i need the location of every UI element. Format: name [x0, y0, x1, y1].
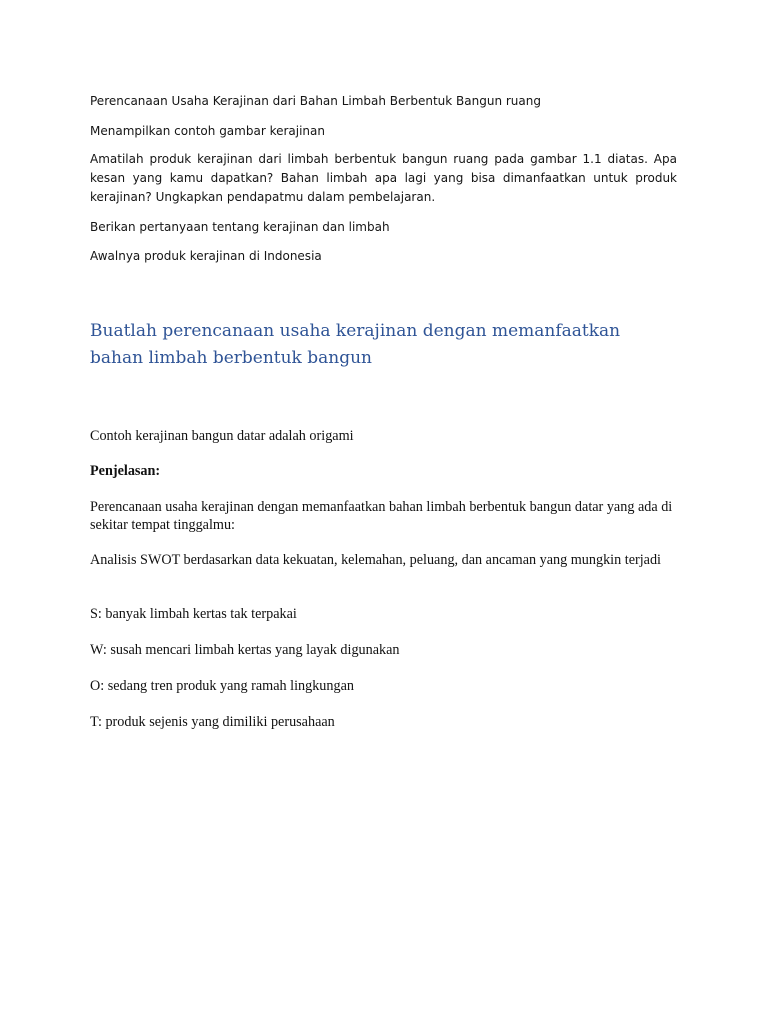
swot-opportunity-line: O: sedang tren produk yang ramah lingkungan	[90, 678, 354, 694]
intro-show-example-line: Menampilkan contoh gambar kerajinan	[90, 124, 325, 138]
intro-title-line: Perencanaan Usaha Kerajinan dari Bahan Limbah Berbentuk Bangun ruang	[90, 94, 541, 108]
swot-strength-line: S: banyak limbah kertas tak terpakai	[90, 606, 297, 622]
intro-question-line: Berikan pertanyaan tentang kerajinan dan limbah	[90, 220, 390, 234]
swot-threat-line: T: produk sejenis yang dimiliki perusahaan	[90, 714, 335, 730]
intro-origin-line: Awalnya produk kerajinan di Indonesia	[90, 249, 322, 263]
planning-paragraph: Perencanaan usaha kerajinan dengan memanfaatkan bahan limbah berbentuk bangun datar yang ada di sekitar tempat tinggalmu:	[90, 499, 673, 533]
section-heading: Buatlah perencanaan usaha kerajinan dengan memanfaatkan bahan limbah berbentuk bangun	[90, 321, 621, 368]
intro-observe-paragraph: Amatilah produk kerajinan dari limbah berbentuk bangun ruang pada gambar 1.1 diatas. Apa kesan yang kamu dapatkan? Bahan limbah apa lagi yang bisa dimanfaatkan untuk produk kerajinan? Ungkapkan pendapatmu dalam pembelajaran.	[90, 152, 677, 204]
swot-weakness-line: W: susah mencari limbah kertas yang layak digunakan	[90, 642, 400, 658]
swot-intro-paragraph: Analisis SWOT berdasarkan data kekuatan, kelemahan, peluang, dan ancaman yang mungkin terjadi	[90, 552, 661, 568]
explanation-label: Penjelasan:	[90, 463, 161, 479]
example-line: Contoh kerajinan bangun datar adalah origami	[90, 428, 354, 444]
